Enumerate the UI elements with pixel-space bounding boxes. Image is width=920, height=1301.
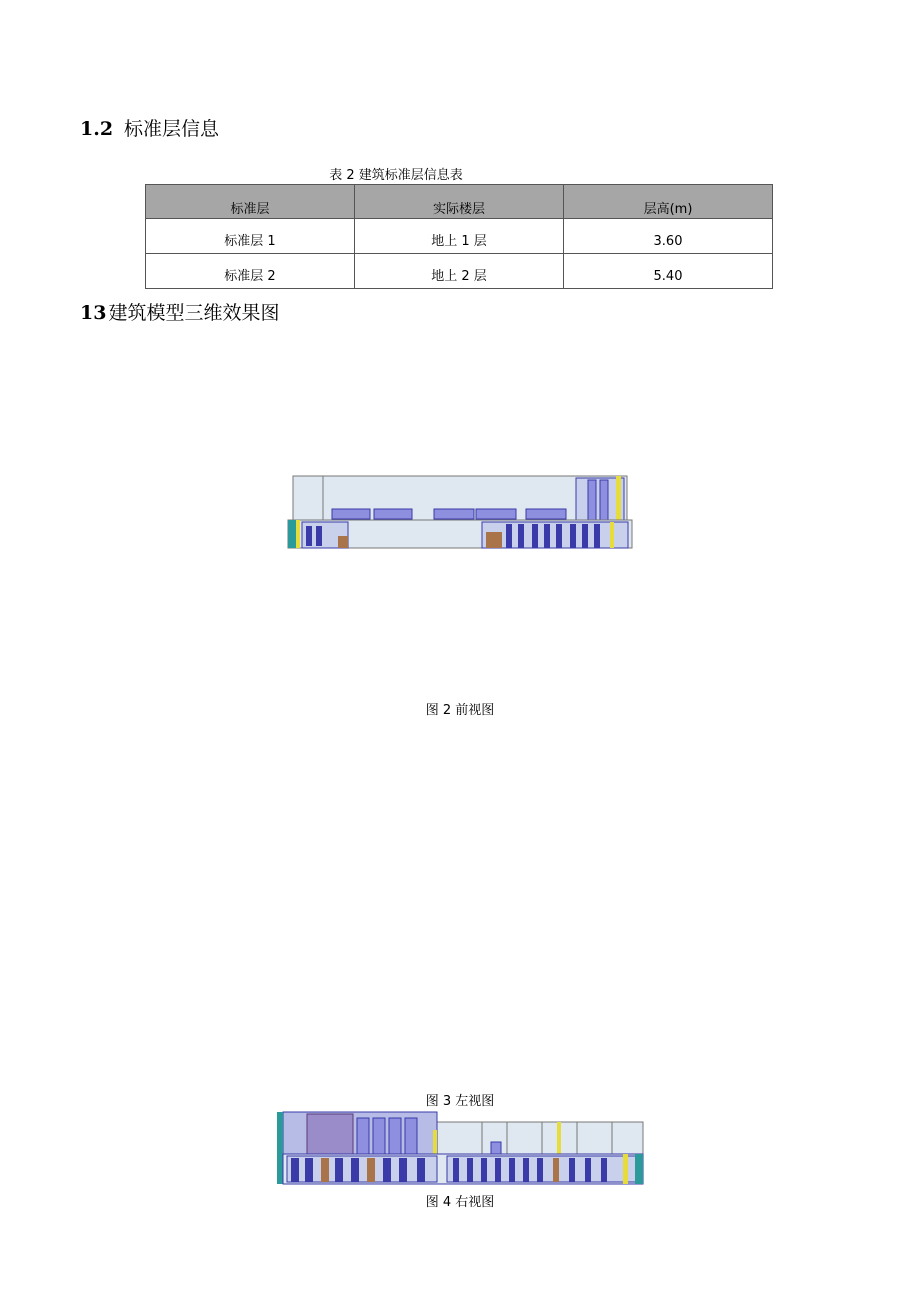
section-title: 建筑模型三维效果图: [108, 302, 280, 324]
table-cell: 地上 2 层: [355, 254, 564, 289]
figure-caption-left: 图 3 左视图: [425, 1094, 495, 1109]
table-caption: 表 2 建筑标准层信息表: [329, 168, 463, 183]
right-view-drawing: [277, 1110, 645, 1186]
table-header-cell: 实际楼层: [355, 185, 564, 219]
front-view-drawing: [286, 474, 634, 552]
floor-info-table: [145, 184, 773, 289]
section-heading-1-3: [80, 298, 279, 325]
table-header-row: [146, 185, 773, 219]
figure-caption-front: 图 2 前视图: [425, 703, 495, 718]
table-header-cell: 层高(m): [564, 185, 773, 219]
section-number: 1.2: [80, 118, 114, 140]
right-view-figure: [277, 1110, 645, 1186]
section-heading-1-2: [80, 114, 219, 141]
table-cell: 5.40: [564, 254, 773, 289]
table-cell: 地上 1 层: [355, 219, 564, 254]
section-number: 13: [80, 302, 107, 324]
figure-caption-right: 图 4 右视图: [425, 1195, 495, 1210]
table-cell: 标准层 2: [146, 254, 355, 289]
table-row: [146, 219, 773, 254]
table-row: [146, 254, 773, 289]
table-cell: 3.60: [564, 219, 773, 254]
section-title: 标准层信息: [124, 118, 220, 140]
front-view-figure: [286, 474, 634, 552]
table-header-cell: 标准层: [146, 185, 355, 219]
table-cell: 标准层 1: [146, 219, 355, 254]
